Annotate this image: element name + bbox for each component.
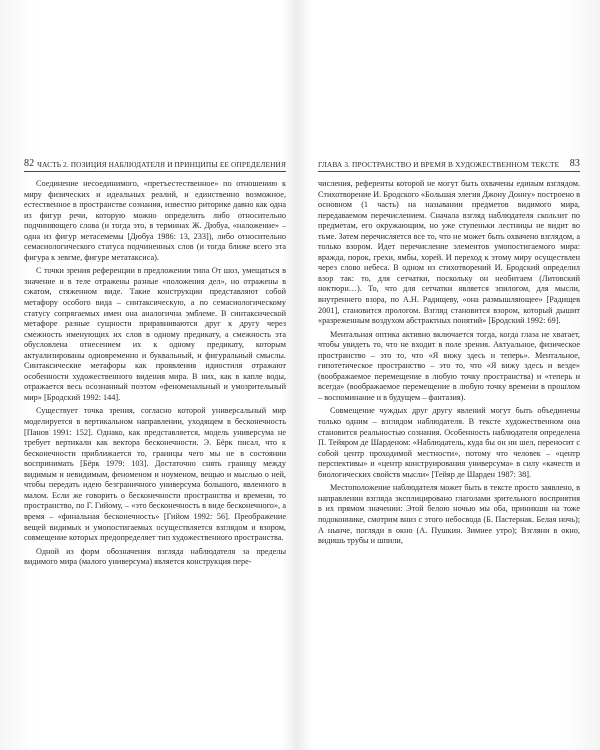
right-page-number: 83 — [569, 158, 580, 169]
paragraph: Одной из форм обозначения взгляда наблюдателя за пределы видимого мира (малого универсума) является конструкция пере- — [24, 546, 286, 567]
paragraph: Местоположение наблюдателя может быть в тексте просто заявлено, в направлении взгляда эксплицировано глаголами зрительного восприятия в их прямом значении: Этой белою ночью мы оба, приникши на тоже подоконнике, смотрим вниз с этого небосвода (Б. Пастернак. Белая ночь); А нынче, погляди в окно (А. Пушкин. Зимнее утро); Взгляни в окно, видишь трубы и шпили, — [318, 483, 580, 546]
left-running-head — [24, 158, 286, 172]
paragraph: С точки зрения референции в предложении типа От шоз, умещаться в значение и в теле отражены разные «положения дел», но отражены в сжатом, стяженном виде. Такие конструкции представляют собой метафору особого вида – синтаксическую, а по семасиологическому статусу сопрягаемых имен она аналогична эмблеме. В синтаксической метафоре разные сущности приравниваются друг к другу через смежность именующих их слов в одному предикату, а смежность эта обусловлена отнесением их к одному предикату, которым актуализированы одновременно и буквальный, и фигуральный смыслы. Синтаксические метафоры как проявления идиостиля отражают особенности художественного видения мира. В них, как в капле воды, отражается весь осознанный поэтом «феноменальный и умозрительный мир» [Бродский 1992: 144]. — [24, 266, 286, 402]
paragraph: Соединение несоединимого, «претъестественное» по отношению к миру физических и идеальных реалий, и единственно возможное, естественное в пространстве сознания, известно риторике давно как одна из фигур речи, которую можно определить либо относительно подчиняющего слова (и тогда это, в терминах Ж. Дюбуа, «наложение» – одна из фигур метасемемы [Дюбуа 1986: 13, 233]), либо относительно семасиологического статуса подчиненных слов (и тогда ближе всего эта фигура к зевгме, фигуре метатаксиса). — [24, 179, 286, 262]
paragraph: Совмещение чуждых друг другу явлений могут быть объединены только одним – взглядом наблюдателя. В тексте художественном она становится реальностью сознания. Особенность наблюдателя определена П. Тейяром де Шарденом: «Наблюдатель, куда бы он ни шел, переносит с собой центр проходимой местности», потому что человек – «центр перспективы» и «центр конструирования универсума» в силу «качеств и биологических свойств мысли» [Тейяр де Шарден 1987: 38]. — [318, 406, 580, 479]
paragraph: Ментальная оптика активно включается тогда, когда глаза не хватает, чтобы увидеть то, что не входит в поле зрения. Актуальное, физическое пространство – это то, что «Я вижу здесь и теперь». Ментальное, гипотетическое пространство – это то, что «Я вижу здесь и везде» (воображаемое перемещение в любую точку пространства) и «теперь и всегда» (воображаемое перемещение в любую точку времени в прошлом – воспоминание и в будущем – фантазия). — [318, 329, 580, 402]
right-running-head — [318, 158, 580, 172]
left-running-title: ЧАСТЬ 2. ПОЗИЦИЯ НАБЛЮДАТЕЛЯ И ПРИНЦИПЫ ЕЕ ОПРЕДЕЛЕНИЯ — [37, 160, 286, 169]
right-page — [318, 158, 580, 550]
paragraph: числения, референты которой не могут быть охвачены единым взглядом. Стихотворение И. Бродского «Большая элегия Джону Донну» построено в основном (1 часть) на назывании предметов видимого мира, передаваемом перечислением. Сначала взгляд наблюдателя скользит по предметам, его окружающим, но уже ступеньки лестницы не видит во тьме. Затем перечисляется все то, что не может быть охвачено взглядом, а только взором. Идет перечисление элементов умопостигаемого мира: вражда, порок, грехи, ямбы, хорей. И переход к этому миру осуществлен через слово небеса. В одном из стихотворений И. Бродский определил взор так: то, для сетчатки, поскольку он необитаем (Литовский ноктюрн…). То, что для сетчатки является эпилогом, для мысли, внутреннего взора, по А.Н. Радищеву, «она размышляющее» [Радищев 2001], становится прологом. Взгляд становится взором, который дышит «разреженным воздухом абстрактных понятий» [Бродский 1992: 69]. — [318, 179, 580, 326]
left-page-number: 82 — [24, 158, 35, 169]
left-page — [24, 158, 286, 571]
right-running-title: ГЛАВА 3. ПРОСТРАНСТВО И ВРЕМЯ В ХУДОЖЕСТВЕННОМ ТЕКСТЕ — [318, 160, 560, 169]
paragraph: Существует точка зрения, согласно которой универсальный мир моделируется в вертикальном направлении, уходящем в бесконечность [Панов 1991: 152]. Однако, как представляется, модель универсума не требует вертикали как вектора бесконечности. Э. Бёрк писал, что к бесконечности приближается то, границы чего мы не в состоянии воспринимать [Бёрк 1979: 103]. Достаточно снять границу между видимым и невидимым, феноменом и ноуменом, вещью и мыслью о ней, чтобы передать идею безграничного универсума большого, явленного в малом. Если же говорить о бесконечности пространства и времени, то пространство, по Г. Гийому, – «это бесконечность в виде бесконечного», а время – «финальная бесконечность» [Гийом 1992: 56]. Преображение вещей видимых и умопостигаемых осуществляется взглядом и взором, совмещение которых предопределяет тип художественного пространства. — [24, 406, 286, 543]
left-page-text — [24, 179, 286, 568]
right-page-text — [318, 179, 580, 547]
